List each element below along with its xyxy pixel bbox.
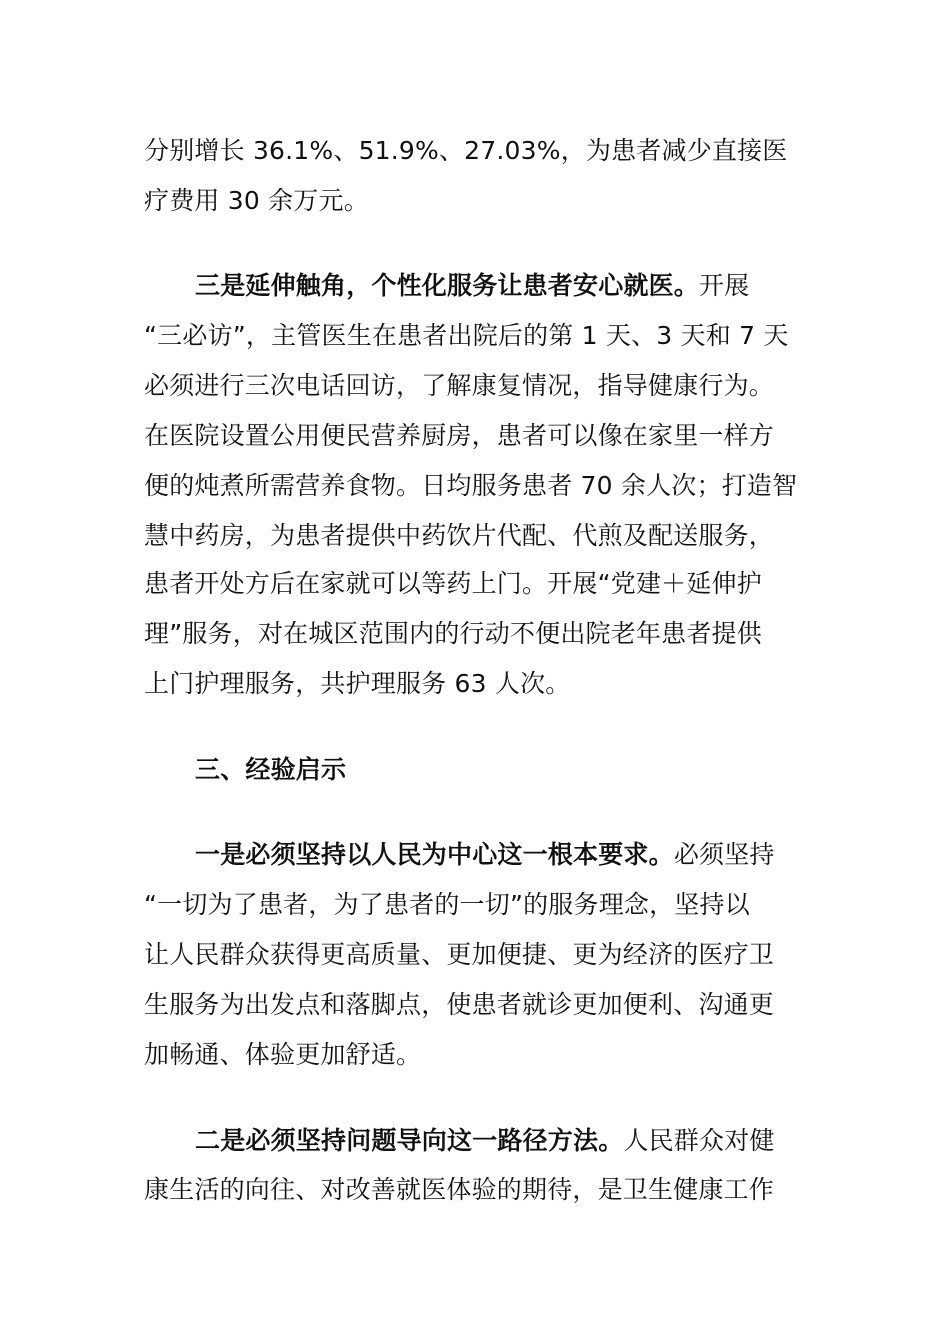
paragraph-heading-bold: 三是延伸触角，个性化服务让患者安心就医。 (195, 271, 700, 300)
text-line: 在医院设置公用便民营养厨房，患者可以像在家里一样方 (144, 421, 775, 450)
text-line: 分别增长 36.1%、51.9%、27.03%，为患者减少直接医 (144, 136, 788, 165)
text-line: 便的炖煮所需营养食物。日均服务患者 70 余人次；打造智 (144, 471, 798, 500)
text-line: 慧中药房，为患者提供中药饮片代配、代煎及配送服务， (144, 521, 775, 550)
paragraph-heading-bold: 一是必须坚持以人民为中心这一根本要求。 (195, 840, 674, 869)
text-line: “三必访”，主管医生在患者出院后的第 1 天、3 天和 7 天 (144, 321, 789, 350)
text-span: 开展 (699, 271, 750, 300)
text-line: 疗费用 30 余万元。 (144, 186, 369, 215)
text-line: “一切为了患者，为了患者的一切”的服务理念，坚持以 (144, 890, 750, 919)
section-heading: 三、经验启示 (195, 755, 347, 784)
text-span: 必须坚持 (673, 840, 775, 869)
text-line: 必须进行三次电话回访，了解康复情况，指导健康行为。 (144, 371, 775, 400)
text-span: 人民群众对健 (623, 1126, 775, 1155)
paragraph-heading-bold: 二是必须坚持问题导向这一路径方法。 (195, 1126, 624, 1155)
text-line: 理”服务，对在城区范围内的行动不便出院老年患者提供 (144, 619, 762, 648)
text-line: 上门护理服务，共护理服务 63 人次。 (144, 669, 571, 698)
text-line: 让人民群众获得更高质量、更加便捷、更为经济的医疗卫 (144, 940, 775, 969)
paragraph-2-lead (195, 1123, 775, 1159)
text-line: 加畅通、体验更加舒适。 (144, 1040, 422, 1069)
paragraph-3-lead (195, 268, 749, 304)
text-line: 康生活的向往、对改善就医体验的期待，是卫生健康工作 (144, 1175, 775, 1204)
text-line: 患者开处方后在家就可以等药上门。开展“党建＋延伸护 (144, 569, 762, 598)
text-line: 生服务为出发点和落脚点，使患者就诊更加便利、沟通更 (144, 990, 775, 1019)
paragraph-1-lead (195, 837, 775, 873)
